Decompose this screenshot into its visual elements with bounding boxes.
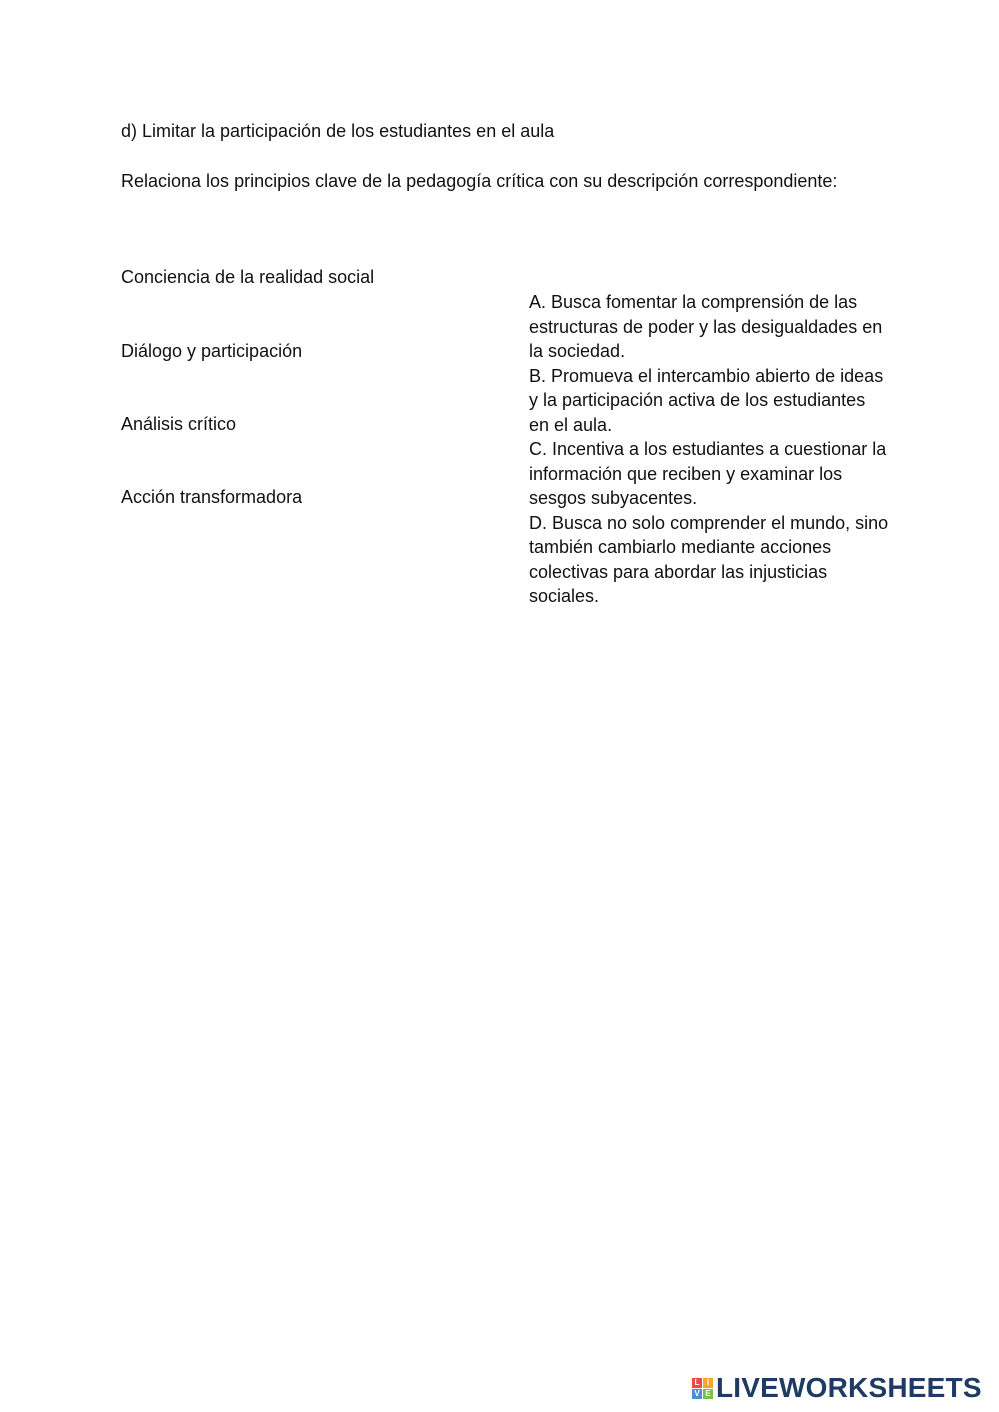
option-d-text: d) Limitar la participación de los estudiantes en el aula — [121, 121, 555, 141]
logo-grid-cell: L — [692, 1378, 702, 1388]
logo-text: LIVEWORKSHEETS — [716, 1371, 982, 1403]
description-c: C. Incentiva a los estudiantes a cuestionar la información que reciben y examinar los sesgos subyacentes. — [529, 439, 887, 508]
descriptions-column — [529, 290, 889, 609]
term-analisis: Análisis crítico — [121, 414, 237, 434]
logo-grid-cell: I — [703, 1378, 713, 1388]
description-a: A. Busca fomentar la comprensión de las estructuras de poder y las desigualdades en la sociedad. — [529, 292, 883, 361]
liveworksheets-logo — [692, 1372, 982, 1404]
term-accion: Acción transformadora — [121, 487, 303, 507]
logo-grid-cell: V — [692, 1389, 702, 1399]
term-conciencia: Conciencia de la realidad social — [121, 267, 375, 287]
logo-grid-cell: E — [703, 1389, 713, 1399]
instruction-text: Relaciona los principios clave de la pedagogía crítica con su descripción correspondiente: — [121, 171, 838, 191]
description-b: B. Promueva el intercambio abierto de ideas y la participación activa de los estudiantes en el aula. — [529, 365, 884, 435]
description-d: D. Busca no solo comprender el mundo, sino también cambiarlo mediante acciones colectivas para abordar las injusticias sociales. — [529, 512, 889, 606]
logo-grid-icon — [692, 1378, 713, 1399]
term-dialogo: Diálogo y participación — [121, 341, 303, 361]
